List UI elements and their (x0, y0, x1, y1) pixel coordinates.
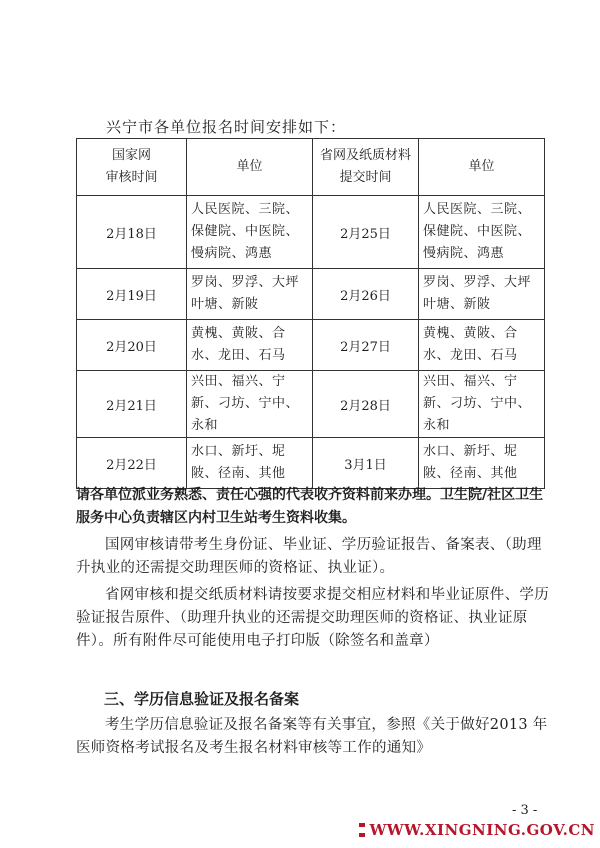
unit-list: 罗岗、罗浮、大坪叶塘、新陂 (187, 269, 313, 320)
provincial-date: 2月27日 (313, 320, 419, 371)
unit-list: 黄槐、黄陂、合水、龙田、石马 (187, 320, 313, 371)
unit-list: 人民医院、三院、保健院、中医院、慢病院、鸿惠 (419, 196, 545, 269)
provincial-date: 2月26日 (313, 269, 419, 320)
national-date: 2月21日 (77, 371, 187, 438)
unit-list: 兴田、福兴、宁新、刁坊、宁中、永和 (419, 371, 545, 438)
unit-list: 罗岗、罗浮、大坪叶塘、新陂 (419, 269, 545, 320)
table-row (77, 269, 545, 320)
unit-list: 水口、新圩、坭陂、径南、其他 (419, 438, 545, 489)
page-number: - 3 - (512, 803, 538, 818)
header-national-review-time: 国家网 审核时间 (77, 139, 187, 196)
table-row (77, 196, 545, 269)
header-provincial-submission-time: 省网及纸质材料 提交时间 (313, 139, 419, 196)
provincial-date: 2月28日 (313, 371, 419, 438)
national-date: 2月22日 (77, 438, 187, 489)
footer-watermark (369, 821, 595, 839)
table-row (77, 371, 545, 438)
national-date: 2月20日 (77, 320, 187, 371)
paragraph-education-verification: 考生学历信息验证及报名备案等有关事宜，参照《关于做好2013 年医师资格考试报名及考生报名材料审核等工作的通知》 (76, 717, 548, 756)
national-date: 2月18日 (77, 196, 187, 269)
unit-list: 水口、新圩、坭陂、径南、其他 (187, 438, 313, 489)
paragraph-provincial-review: 省网审核和提交纸质材料请按要求提交相应材料和毕业证原件、学历验证报告原件、（助理升执业的还需提交助理医师的资格证、执业证原件）。所有附件尽可能使用电子打印版（除签名和盖章） (76, 587, 549, 649)
unit-list: 兴田、福兴、宁新、刁坊、宁中、永和 (187, 371, 313, 438)
header-unit-2: 单位 (419, 139, 545, 196)
intro-text: 兴宁市各单位报名时间安排如下： (106, 118, 347, 136)
provincial-date: 3月1日 (313, 438, 419, 489)
section-heading: 三、学历信息验证及报名备案 (104, 690, 300, 708)
schedule-table (76, 138, 545, 489)
unit-list: 人民医院、三院、保健院、中医院、慢病院、鸿惠 (187, 196, 313, 269)
unit-list: 黄槐、黄陂、合水、龙田、石马 (419, 320, 545, 371)
provincial-date: 2月25日 (313, 196, 419, 269)
bold-note: 请各单位派业务熟悉、责任心强的代表收齐资料前来办理。卫生院/社区卫生服务中心负责辖区内村卫生站考生资料收集。 (76, 487, 544, 526)
national-date: 2月19日 (77, 269, 187, 320)
table-row (77, 438, 545, 489)
site-logo-icon (359, 823, 365, 837)
table-row (77, 320, 545, 371)
footer-site-url[interactable]: WWW.XINGNING.GOV.CN (369, 821, 595, 839)
paragraph-national-review: 国网审核请带考生身份证、毕业证、学历验证报告、备案表、（助理升执业的还需提交助理医师的资格证、执业证）。 (76, 537, 542, 576)
table-header-row (77, 139, 545, 196)
header-unit: 单位 (187, 139, 313, 196)
